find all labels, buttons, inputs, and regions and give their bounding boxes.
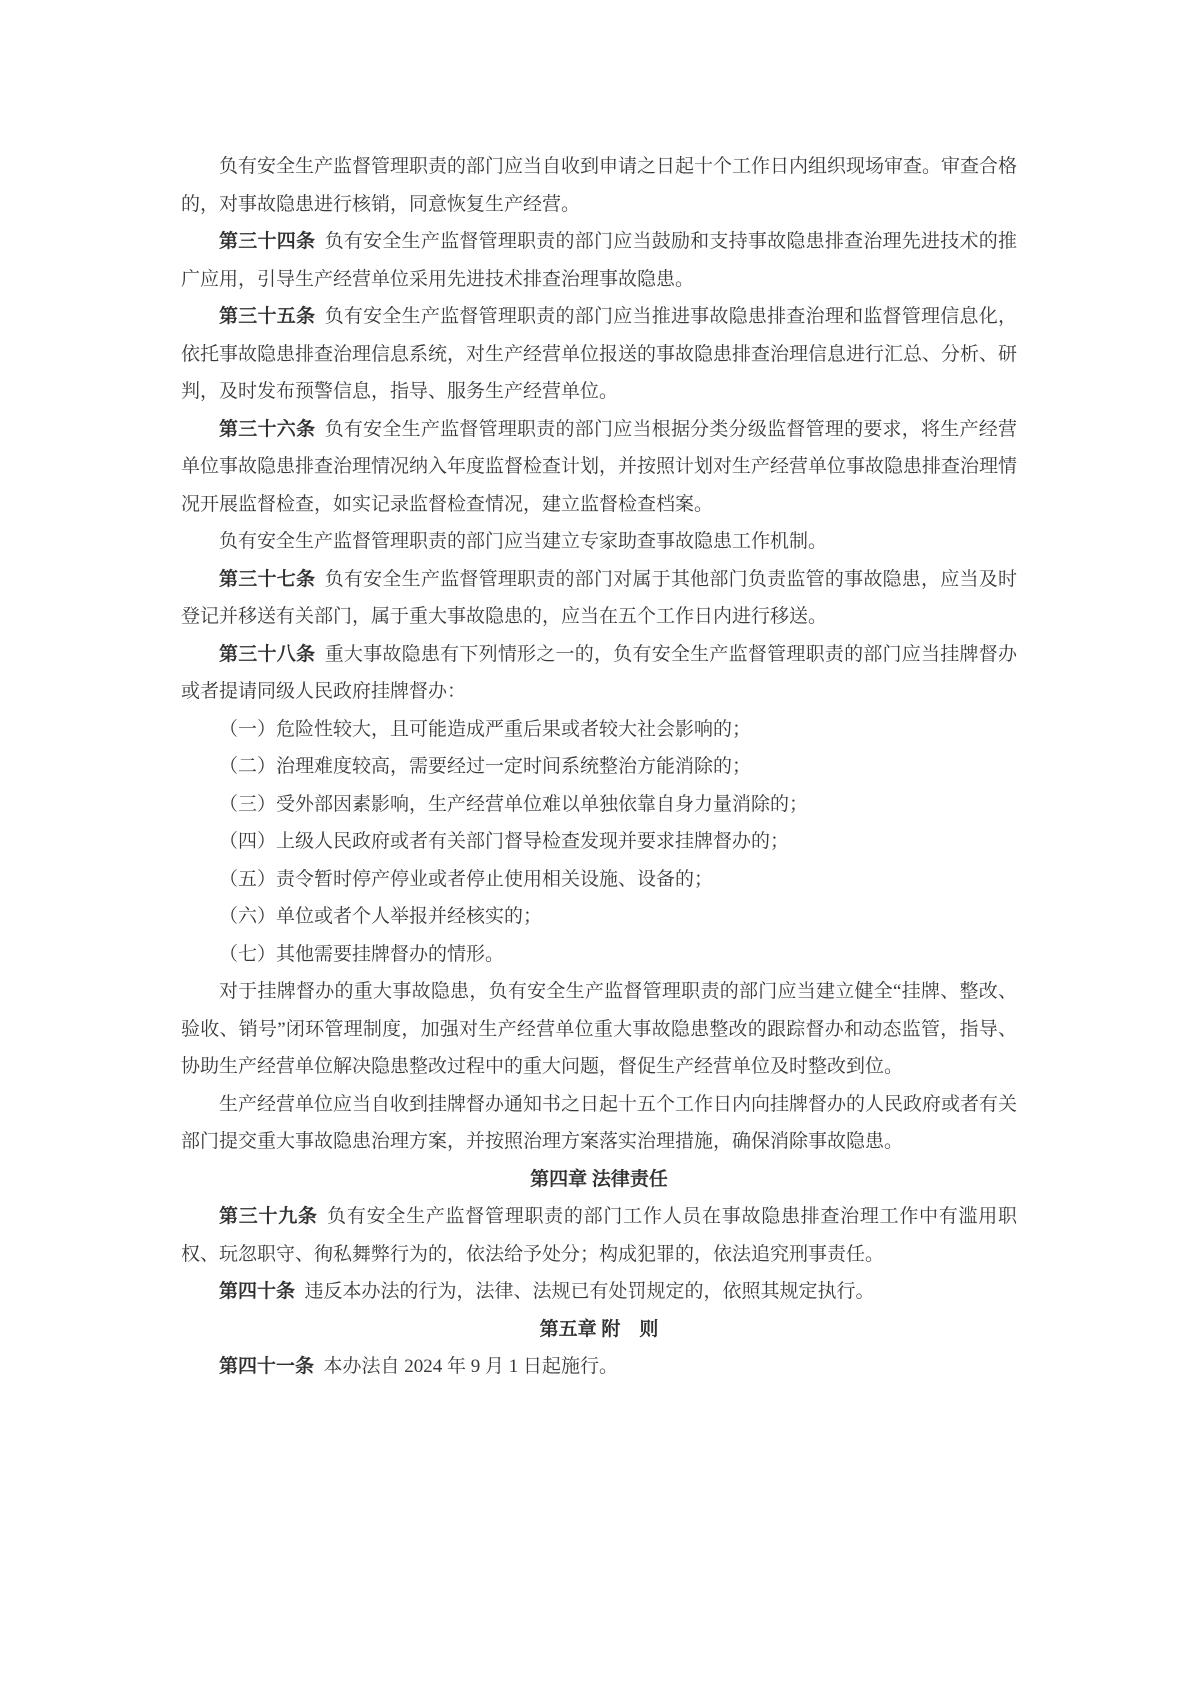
list-item — [181, 936, 1017, 974]
paragraph — [181, 411, 1017, 524]
list-item — [181, 748, 1017, 786]
paragraph-text: 违反本办法的行为，法律、法规已有处罚规定的，依照其规定执行。 — [304, 1281, 875, 1302]
paragraph — [181, 148, 1017, 223]
article-number: 第三十八条 — [219, 643, 316, 665]
paragraph-text: 负有安全生产监督管理职责的部门应当根据分类分级监督管理的要求，将生产经营单位事故隐患排查治理情况纳入年度监督检查计划，并按照计划对生产经营单位事故隐患排查治理情况开展监督检查，如实记录监督检查情况，建立监督检查档案。 — [181, 418, 1018, 515]
paragraph-text: 本办法自 2024 年 9 月 1 日起施行。 — [323, 1356, 619, 1377]
paragraph — [181, 223, 1017, 298]
article-number: 第四十一条 — [219, 1356, 315, 1377]
chapter-heading — [181, 1161, 1017, 1199]
list-item — [181, 861, 1017, 899]
paragraph — [181, 636, 1017, 711]
paragraph-text: 负有安全生产监督管理职责的部门工作人员在事故隐患排查治理工作中有滥用职权、玩忽职守、徇私舞弊行为的，依法给予处分；构成犯罪的，依法追究刑事责任。 — [181, 1206, 1017, 1265]
paragraph — [181, 561, 1017, 636]
paragraph-text: 重大事故隐患有下列情形之一的，负有安全生产监督管理职责的部门应当挂牌督办或者提请同级人民政府挂牌督办： — [181, 643, 1017, 702]
list-item — [181, 711, 1017, 749]
paragraph-text: （一）危险性较大，且可能造成严重后果或者较大社会影响的； — [219, 718, 752, 740]
list-item — [181, 786, 1017, 824]
document-body — [181, 148, 1017, 1386]
paragraph — [181, 1348, 1017, 1386]
paragraph-text: （七）其他需要挂牌督办的情形。 — [219, 943, 505, 965]
paragraph — [181, 1273, 1017, 1311]
article-number: 第三十五条 — [219, 306, 316, 327]
paragraph-text: 生产经营单位应当自收到挂牌督办通知书之日起十五个工作日内向挂牌督办的人民政府或者有关部门提交重大事故隐患治理方案，并按照治理方案落实治理措施，确保消除事故隐患。 — [181, 1093, 1018, 1152]
article-number: 第四十条 — [219, 1281, 296, 1302]
chapter-heading-text: 第五章 附 则 — [539, 1318, 659, 1340]
chapter-heading-text: 第四章 法律责任 — [530, 1168, 668, 1190]
paragraph-text: （三）受外部因素影响，生产经营单位难以单独依靠自身力量消除的； — [219, 793, 809, 815]
paragraph-text: 负有安全生产监督管理职责的部门应当自收到申请之日起十个工作日内组织现场审查。审查合格的，对事故隐患进行核销，同意恢复生产经营。 — [181, 156, 1018, 215]
paragraph — [181, 298, 1017, 411]
list-item — [181, 898, 1017, 936]
paragraph — [181, 523, 1017, 561]
paragraph-text: 对于挂牌督办的重大事故隐患，负有安全生产监督管理职责的部门应当建立健全“挂牌、整改、验收、销号”闭环管理制度，加强对生产经营单位重大事故隐患整改的跟踪督办和动态监管，指导、协助生产经营单位解决隐患整改过程中的重大问题，督促生产经营单位及时整改到位。 — [181, 981, 1017, 1077]
article-number: 第三十九条 — [219, 1206, 318, 1227]
paragraph-text: （二）治理难度较高，需要经过一定时间系统整治方能消除的； — [219, 756, 752, 777]
paragraph-text: 负有安全生产监督管理职责的部门应当建立专家助查事故隐患工作机制。 — [219, 531, 828, 552]
list-item — [181, 823, 1017, 861]
paragraph-text: 负有安全生产监督管理职责的部门应当推进事故隐患排查治理和监督管理信息化，依托事故隐患排查治理信息系统，对生产经营单位报送的事故隐患排查治理信息进行汇总、分析、研判，及时发布预警信息，指导、服务生产经营单位。 — [181, 306, 1018, 402]
paragraph-text: （六）单位或者个人举报并经核实的； — [219, 906, 543, 927]
paragraph — [181, 1198, 1017, 1273]
paragraph — [181, 1086, 1017, 1161]
paragraph-text: 负有安全生产监督管理职责的部门应当鼓励和支持事故隐患排查治理先进技术的推广应用，引导生产经营单位采用先进技术排查治理事故隐患。 — [181, 231, 1017, 290]
article-number: 第三十七条 — [219, 568, 316, 590]
article-number: 第三十四条 — [219, 231, 316, 252]
chapter-heading — [181, 1311, 1017, 1349]
paragraph — [181, 973, 1017, 1086]
paragraph-text: 负有安全生产监督管理职责的部门对属于其他部门负责监管的事故隐患，应当及时登记并移送有关部门，属于重大事故隐患的，应当在五个工作日内进行移送。 — [181, 568, 1017, 627]
article-number: 第三十六条 — [219, 418, 316, 440]
paragraph-text: （五）责令暂时停产停业或者停止使用相关设施、设备的； — [219, 868, 714, 890]
paragraph-text: （四）上级人民政府或者有关部门督导检查发现并要求挂牌督办的； — [219, 831, 790, 852]
